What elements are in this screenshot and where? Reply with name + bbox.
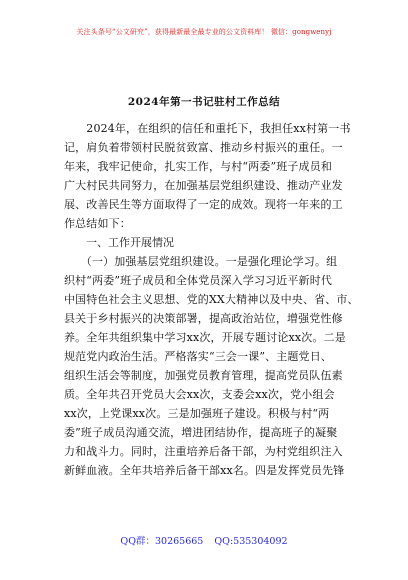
section1-paragraph bbox=[64, 252, 359, 480]
section-heading: 一、工作开展情况 bbox=[64, 236, 174, 249]
text-line: 展、改善民生等方面取得了一定的成效。现将一年来的工 bbox=[64, 198, 343, 211]
text-line: 织村“两委”班子成员和全体党员深入学习习近平新时代 bbox=[64, 274, 332, 287]
text-line: 记，肩负着带领村民脱贫致富、推动乡村振兴的重任。一 bbox=[64, 141, 343, 154]
text-line: 2024年，在组织的信任和重托下，我担任xx村第一书 bbox=[64, 122, 351, 135]
text-line: 广大村民共同努力，在加强基层党组织建设、推动产业发 bbox=[64, 179, 343, 192]
text-line: 委”班子成员沟通交流，增进团结协作，提高班子的凝聚 bbox=[64, 426, 338, 439]
qq-group-number: QQ群：30265665 bbox=[120, 536, 204, 547]
header-banner: 关注头条号“公文研究”，获得最新最全最专业的公文资料库！ 微信：gongwenyj bbox=[76, 28, 332, 36]
text-line: 组织生活会等制度，加强党员教育管理，提高党员队伍素 bbox=[64, 369, 343, 382]
text-line: 力和战斗力。同时，注重培养后备干部，为村党组织注入 bbox=[64, 445, 343, 458]
text-line: xx次，上党课xx次。三是加强班子建设。积极与村“两 bbox=[64, 407, 330, 420]
document-title: 2024年第一书记驻村工作总结 bbox=[127, 96, 281, 108]
text-line: （一）加强基层党组织建设。一是强化理论学习。组 bbox=[64, 255, 338, 268]
text-line: 新鲜血液。全年共培养后备干部xx名。四是发挥党员先锋 bbox=[64, 464, 345, 477]
text-line: 年来，我牢记使命，扎实工作，与村“两委”班子成员和 bbox=[64, 160, 332, 173]
intro-paragraph bbox=[64, 119, 350, 233]
text-line: 县关于乡村振兴的决策部署，提高政治站位，增强党性修 bbox=[64, 312, 343, 325]
text-line: 中国特色社会主义思想、党的XX大精神以及中央、省、市、 bbox=[64, 293, 359, 306]
qq-number: QQ:535304092 bbox=[214, 536, 288, 547]
text-line: 质。全年共召开党员大会xx次，支委会xx次，党小组会 bbox=[64, 388, 335, 401]
footer-contact bbox=[0, 533, 408, 547]
text-line: 养。全年共组织集中学习xx次，开展专题讨论xx次。二是 bbox=[64, 331, 346, 344]
text-line: 作总结如下： bbox=[64, 217, 131, 230]
text-line: 规范党内政治生活。严格落实“三会一课”、主题党日、 bbox=[64, 350, 332, 363]
